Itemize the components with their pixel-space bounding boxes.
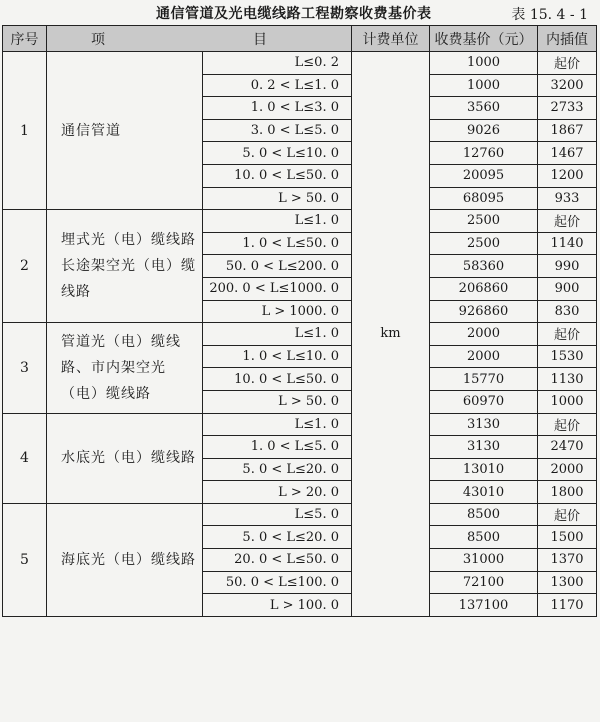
interp-cell: 2733: [538, 97, 597, 120]
table-number: 表 15. 4 - 1: [511, 7, 588, 23]
range-cell: 50. 0 < L≤100. 0: [203, 571, 352, 594]
interp-cell: 990: [538, 255, 597, 278]
interp-cell: 1200: [538, 164, 597, 187]
range-cell: 0. 2 < L≤1. 0: [203, 74, 352, 97]
table-row: [3, 210, 597, 233]
fee-cell: 926860: [430, 300, 538, 323]
fee-cell: 60970: [430, 390, 538, 413]
group-seq: 2: [3, 210, 47, 323]
header-row: [3, 26, 597, 52]
fee-cell: 43010: [430, 481, 538, 504]
table-row: [3, 413, 597, 436]
range-cell: 20. 0 < L≤50. 0: [203, 549, 352, 572]
interp-cell: 1867: [538, 119, 597, 142]
interp-cell: 3200: [538, 74, 597, 97]
range-cell: L > 50. 0: [203, 187, 352, 210]
unit-cell: km: [352, 52, 430, 617]
table-title: 通信管道及光电缆线路工程勘察收费基价表: [156, 6, 432, 22]
range-cell: 5. 0 < L≤10. 0: [203, 142, 352, 165]
fee-table: [2, 25, 597, 617]
group-seq: 5: [3, 503, 47, 616]
fee-cell: 31000: [430, 549, 538, 572]
col-header-item: 项 目: [47, 26, 352, 52]
range-cell: L > 20. 0: [203, 481, 352, 504]
fee-cell: 3560: [430, 97, 538, 120]
range-cell: 1. 0 < L≤3. 0: [203, 97, 352, 120]
fee-cell: 12760: [430, 142, 538, 165]
interp-cell: 1467: [538, 142, 597, 165]
group-name: 管道光（电）缆线路、市内架空光（电）缆线路: [47, 323, 203, 413]
range-cell: 200. 0 < L≤1000. 0: [203, 277, 352, 300]
fee-cell: 2500: [430, 232, 538, 255]
table-row: [3, 52, 597, 75]
range-cell: L≤1. 0: [203, 210, 352, 233]
range-cell: 1. 0 < L≤5. 0: [203, 436, 352, 459]
interp-cell: 起价: [538, 323, 597, 346]
col-header-interp: 内插值: [538, 26, 597, 52]
table-row: [3, 323, 597, 346]
range-cell: L≤1. 0: [203, 323, 352, 346]
interp-cell: 2470: [538, 436, 597, 459]
fee-cell: 137100: [430, 594, 538, 617]
fee-cell: 15770: [430, 368, 538, 391]
fee-cell: 72100: [430, 571, 538, 594]
fee-cell: 8500: [430, 503, 538, 526]
table-body: [3, 52, 597, 617]
group-seq: 1: [3, 52, 47, 210]
range-cell: 5. 0 < L≤20. 0: [203, 458, 352, 481]
fee-cell: 20095: [430, 164, 538, 187]
range-cell: L≤0. 2: [203, 52, 352, 75]
group-name: 海底光（电）缆线路: [47, 503, 203, 616]
range-cell: 10. 0 < L≤50. 0: [203, 368, 352, 391]
range-cell: L > 1000. 0: [203, 300, 352, 323]
range-cell: L > 100. 0: [203, 594, 352, 617]
range-cell: L≤1. 0: [203, 413, 352, 436]
interp-cell: 起价: [538, 210, 597, 233]
fee-cell: 206860: [430, 277, 538, 300]
fee-cell: 13010: [430, 458, 538, 481]
interp-cell: 1140: [538, 232, 597, 255]
fee-cell: 3130: [430, 436, 538, 459]
fee-cell: 2000: [430, 323, 538, 346]
interp-cell: 1370: [538, 549, 597, 572]
range-cell: 1. 0 < L≤10. 0: [203, 345, 352, 368]
range-cell: 3. 0 < L≤5. 0: [203, 119, 352, 142]
title-bar: [0, 0, 600, 24]
fee-cell: 68095: [430, 187, 538, 210]
interp-cell: 1130: [538, 368, 597, 391]
fee-cell: 58360: [430, 255, 538, 278]
interp-cell: 1800: [538, 481, 597, 504]
interp-cell: 1170: [538, 594, 597, 617]
group-seq: 4: [3, 413, 47, 503]
interp-cell: 1530: [538, 345, 597, 368]
range-cell: 10. 0 < L≤50. 0: [203, 164, 352, 187]
interp-cell: 830: [538, 300, 597, 323]
interp-cell: 933: [538, 187, 597, 210]
interp-cell: 起价: [538, 413, 597, 436]
group-name: 通信管道: [47, 52, 203, 210]
interp-cell: 起价: [538, 52, 597, 75]
fee-cell: 8500: [430, 526, 538, 549]
range-cell: L > 50. 0: [203, 390, 352, 413]
col-header-seq: 序号: [3, 26, 47, 52]
interp-cell: 900: [538, 277, 597, 300]
range-cell: L≤5. 0: [203, 503, 352, 526]
fee-cell: 2500: [430, 210, 538, 233]
interp-cell: 1300: [538, 571, 597, 594]
fee-cell: 2000: [430, 345, 538, 368]
group-seq: 3: [3, 323, 47, 413]
fee-cell: 1000: [430, 74, 538, 97]
col-header-unit: 计费单位: [352, 26, 430, 52]
range-cell: 50. 0 < L≤200. 0: [203, 255, 352, 278]
group-name: 埋式光（电）缆线路长途架空光（电）缆线路: [47, 210, 203, 323]
fee-cell: 1000: [430, 52, 538, 75]
table-row: [3, 503, 597, 526]
interp-cell: 2000: [538, 458, 597, 481]
interp-cell: 1000: [538, 390, 597, 413]
interp-cell: 1500: [538, 526, 597, 549]
range-cell: 1. 0 < L≤50. 0: [203, 232, 352, 255]
interp-cell: 起价: [538, 503, 597, 526]
range-cell: 5. 0 < L≤20. 0: [203, 526, 352, 549]
col-header-fee: 收费基价（元）: [430, 26, 538, 52]
fee-cell: 9026: [430, 119, 538, 142]
group-name: 水底光（电）缆线路: [47, 413, 203, 503]
fee-cell: 3130: [430, 413, 538, 436]
